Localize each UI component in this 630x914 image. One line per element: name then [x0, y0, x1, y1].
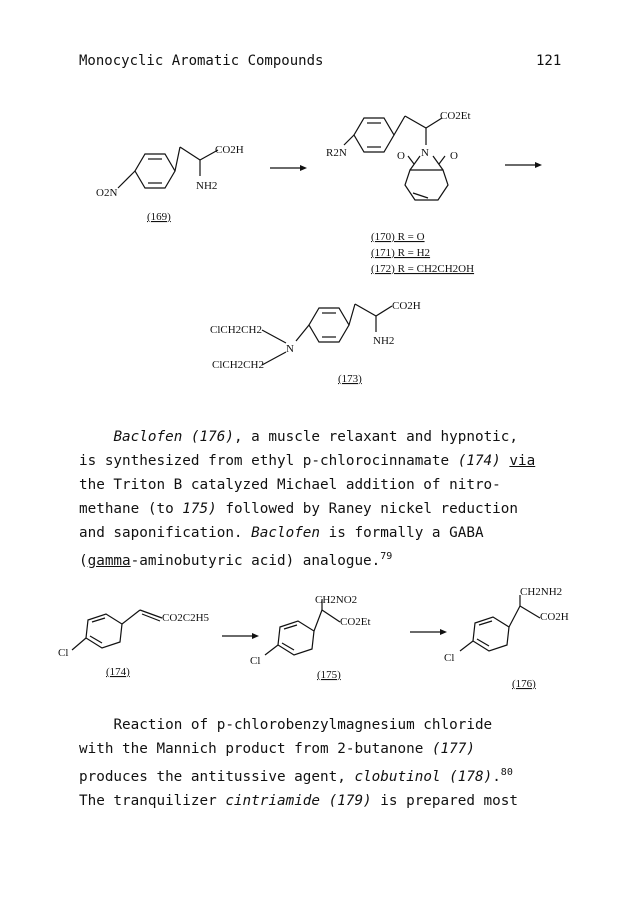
page-number: 121: [536, 53, 562, 69]
structure-174: [58, 610, 210, 678]
cl-label-176: Cl: [444, 652, 455, 664]
cl-label-175: Cl: [250, 655, 261, 667]
sub-label-175: CO2Et: [340, 616, 371, 628]
nh2-label: NH2: [196, 180, 218, 192]
n-label: N: [421, 147, 429, 159]
compound-label-175: (175): [317, 669, 341, 681]
paragraph-1: Baclofen (176), a muscle relaxant and hypnotic, is synthesized from ethyl p-chlorocinnamate (174) via the Triton B catalyzed Michael addition of nitro- methane (to 175) followed by Raney nickel reduction and saponification. Baclofen is formally a GABA (gamma-aminobutyric acid) analogue.$^{79}$: [79, 429, 536, 569]
co2h-label-173: CO2H: [392, 300, 421, 312]
sub-label-176: CO2H: [540, 611, 569, 623]
o-left-label: O: [397, 150, 405, 162]
reaction-arrow-3: [222, 633, 259, 639]
paragraph-2: Reaction of p-chlorobenzylmagnesium chloride with the Mannich product from 2-butanone (177) produces the antitussive agent, clobutinol (178).$^{80}$ The tranquilizer cintriamide (179) is prepared most: [79, 717, 518, 809]
structure-175: [250, 594, 371, 681]
top-label-175: CH2NO2: [315, 594, 358, 606]
sub-label-174: CO2C2H5: [162, 612, 210, 624]
compound-label-176: (176): [512, 678, 536, 690]
co2h-label: CO2H: [215, 144, 244, 156]
arm2-label: ClCH2CH2: [212, 359, 264, 371]
arm1-label: ClCH2CH2: [210, 324, 262, 336]
legend-170: (170) R = O: [371, 231, 425, 243]
compound-label-174: (174): [106, 666, 130, 678]
top-label-176: CH2NH2: [520, 586, 563, 598]
structure-176: [444, 586, 569, 690]
co2et-label: CO2Et: [440, 110, 471, 122]
reaction-arrow-4: [410, 629, 447, 635]
n-label-173: N: [286, 343, 294, 355]
compound-label-169: (169): [147, 211, 171, 223]
cl-label-174: Cl: [58, 647, 69, 659]
running-head: Monocyclic Aromatic Compounds: [79, 53, 324, 69]
nh2-label-173: NH2: [373, 335, 395, 347]
compound-label-173: (173): [338, 373, 362, 385]
legend-172: (172) R = CH2CH2OH: [371, 263, 475, 275]
o-right-label: O: [450, 150, 458, 162]
o2n-label: O2N: [96, 187, 118, 199]
legend-171: (171) R = H2: [371, 247, 431, 259]
r2n-label: R2N: [326, 147, 347, 159]
